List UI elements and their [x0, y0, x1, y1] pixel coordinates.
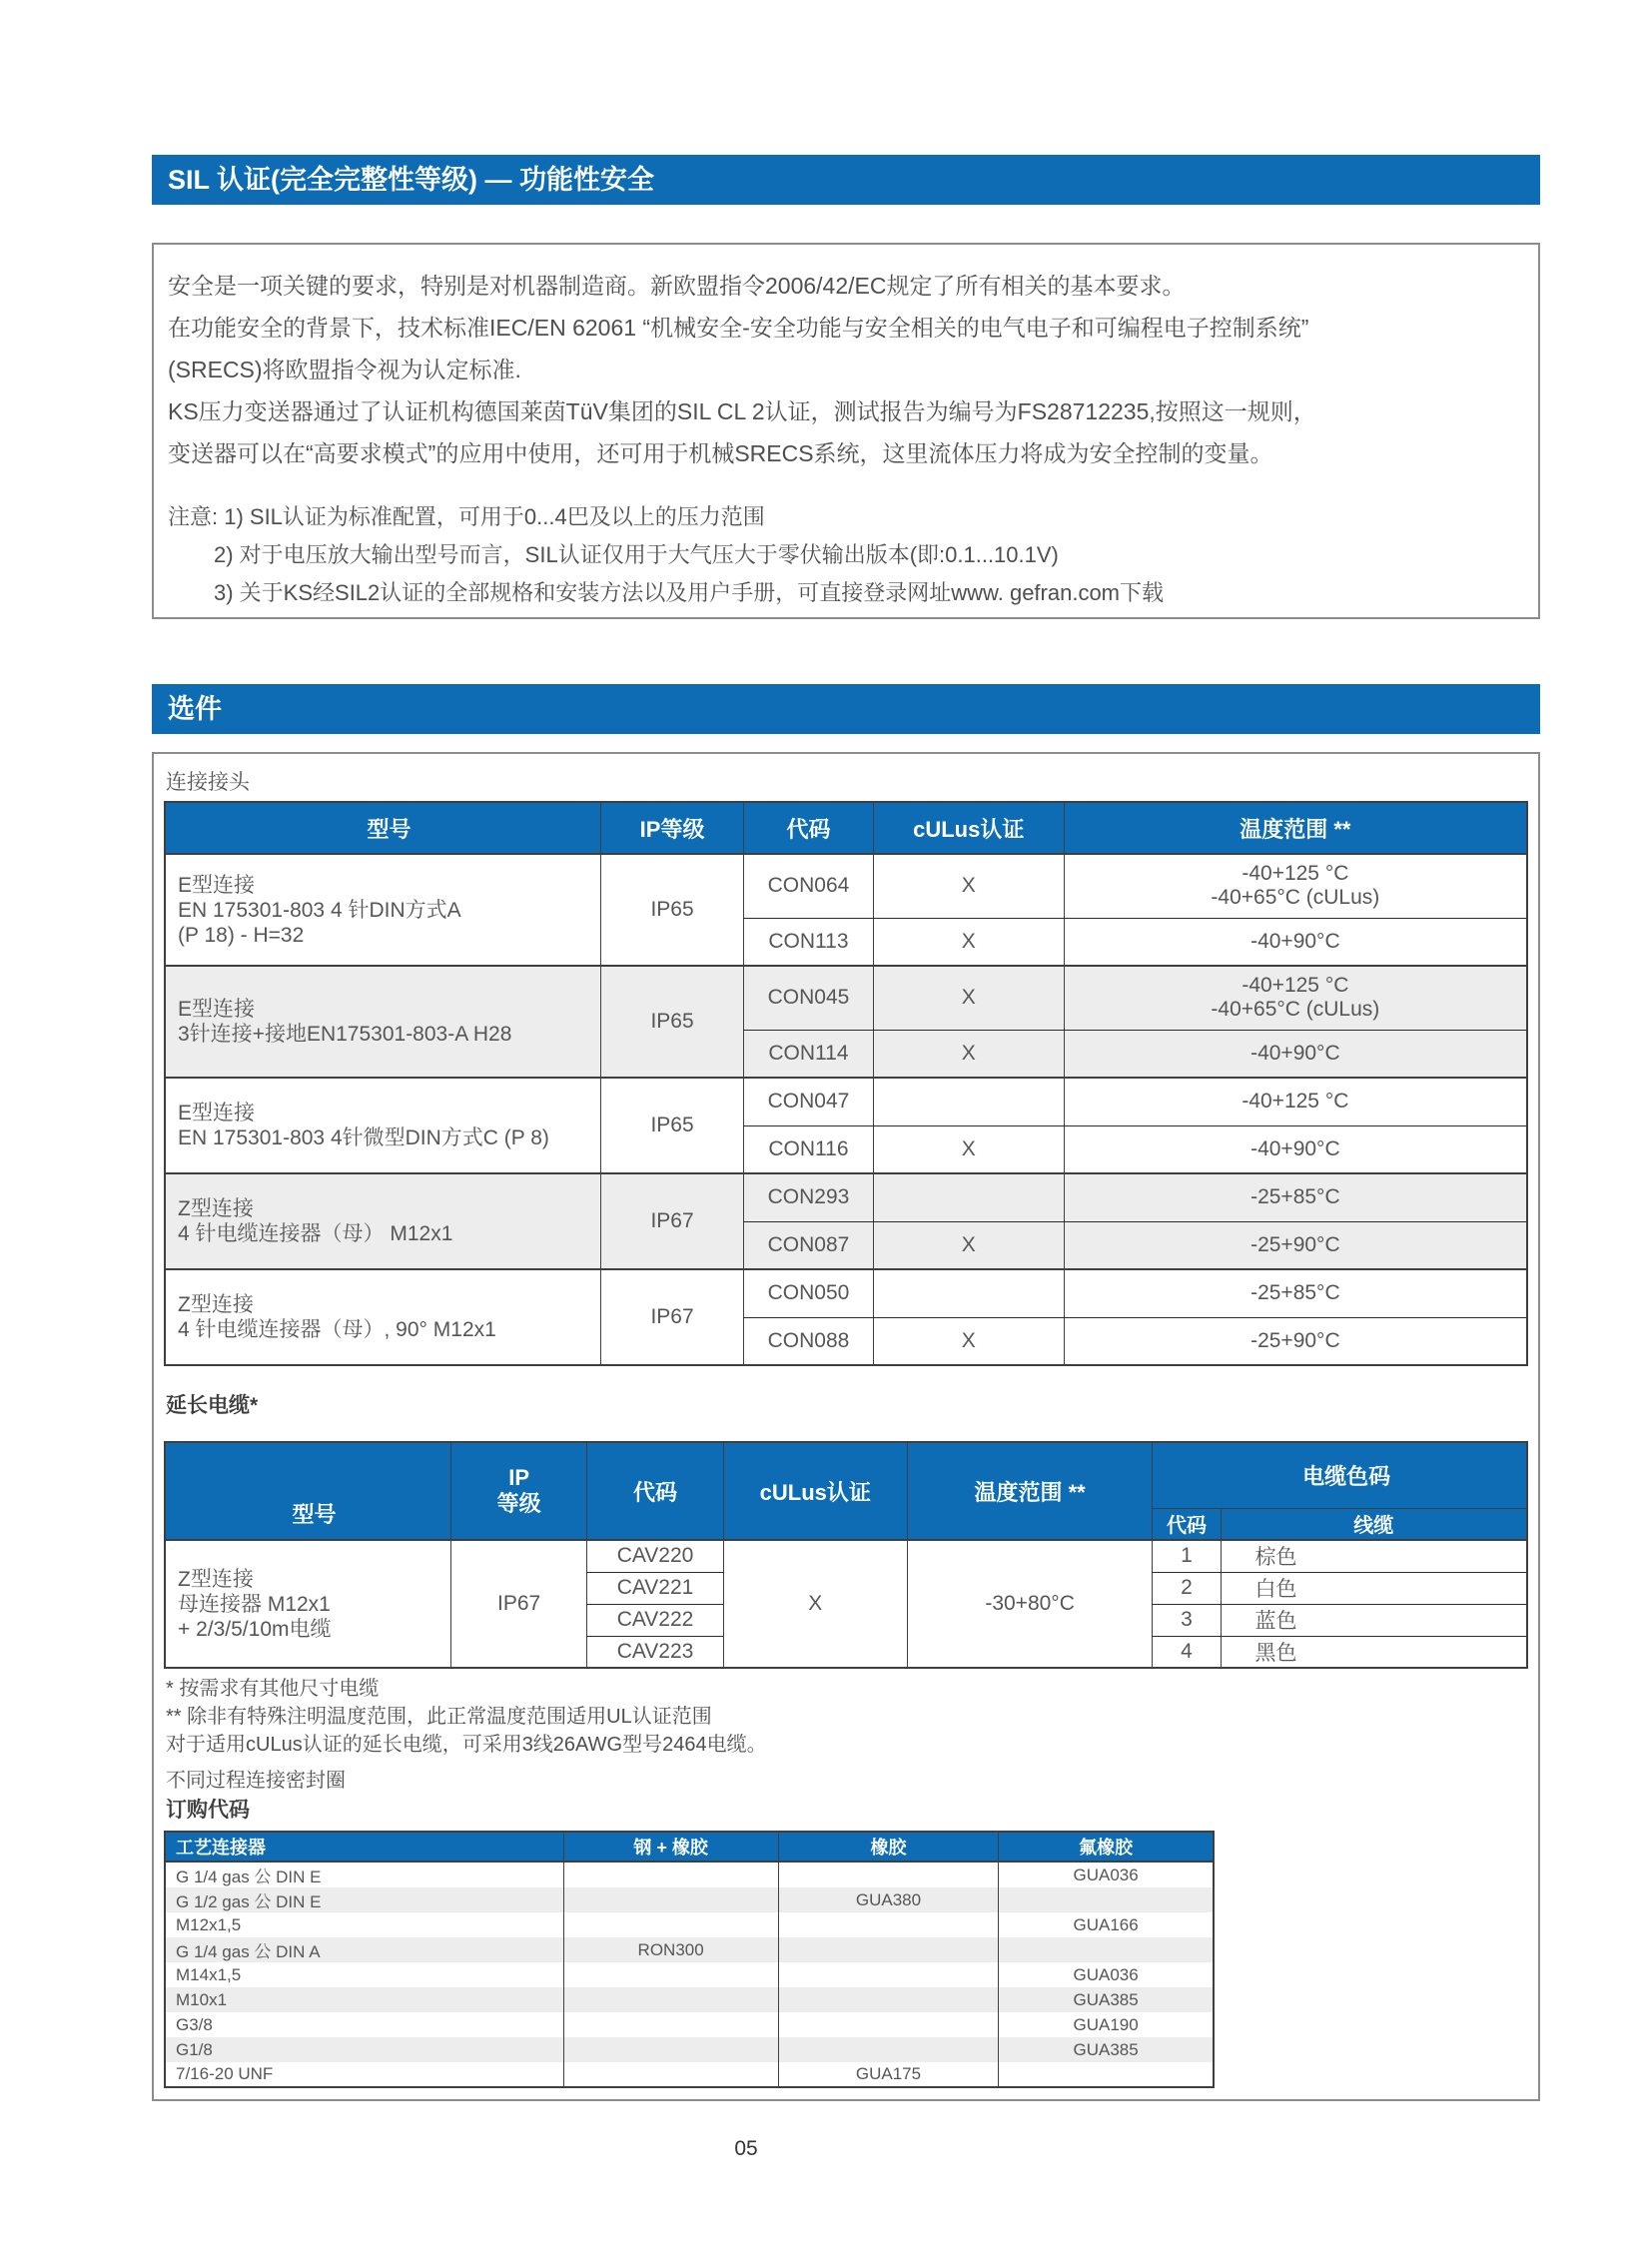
connector-cell: G1/8 — [165, 2037, 563, 2062]
wire-color-cell: 黑色 — [1221, 1636, 1527, 1668]
temp-line: -40+90°C — [1250, 929, 1340, 953]
code-cell — [778, 1987, 999, 2012]
temp-cell — [1064, 1125, 1527, 1173]
col-process-connector: 工艺连接器 — [165, 1832, 563, 1862]
table-row — [165, 1269, 1527, 1317]
col-model: 型号 — [165, 1442, 450, 1540]
code-cell: CON047 — [744, 1078, 874, 1125]
ip-cell: IP67 — [600, 1173, 743, 1269]
temp-line: -40+125 °C — [1241, 1090, 1349, 1114]
code-cell: CON113 — [744, 918, 874, 966]
col-temp: 温度范围 ** — [907, 1442, 1153, 1540]
model-line: Z型连接 — [178, 1293, 254, 1316]
note-line: * 按需求有其他尺寸电缆 — [166, 1678, 380, 1700]
ordering-codes-table — [164, 1831, 1215, 2088]
table-row — [165, 1937, 1214, 1962]
code-cell: GUA036 — [999, 1862, 1214, 1887]
connector-cell: G 1/2 gas 公 DIN E — [165, 1887, 563, 1912]
culus-cell: X — [873, 918, 1064, 966]
table-row — [165, 1078, 1527, 1125]
temp-line: -25+90°C — [1250, 1232, 1340, 1256]
table-row — [165, 1962, 1214, 1987]
code-cell — [563, 1962, 778, 1987]
col-ip-line: IP — [508, 1465, 530, 1490]
connector-cell: 7/16-20 UNF — [165, 2062, 563, 2087]
culus-cell — [873, 1173, 1064, 1221]
connector-cell: G 1/4 gas 公 DIN A — [165, 1937, 563, 1962]
code-cell: GUA036 — [999, 1962, 1214, 1987]
code-cell: GUA380 — [778, 1887, 999, 1912]
connector-cell: G 1/4 gas 公 DIN E — [165, 1862, 563, 1887]
temp-line: -40+65°C (cULus) — [1211, 886, 1380, 910]
header-row — [165, 1832, 1214, 1862]
colorcode-number-cell: 2 — [1153, 1572, 1221, 1604]
ip-cell: IP67 — [600, 1269, 743, 1365]
ip-cell: IP67 — [450, 1540, 586, 1668]
table-row — [165, 1887, 1214, 1912]
code-cell: CAV222 — [587, 1604, 723, 1636]
temp-line: -40+90°C — [1250, 1136, 1340, 1160]
code-cell: GUA190 — [999, 2012, 1214, 2037]
temp-cell — [1064, 1173, 1527, 1221]
code-cell — [563, 1887, 778, 1912]
options-box — [152, 752, 1540, 2101]
code-cell — [563, 2037, 778, 2062]
culus-cell: X — [873, 1030, 1064, 1078]
note-line: 不同过程连接密封圈 — [166, 1770, 346, 1792]
col-steel-rubber: 钢 + 橡胶 — [563, 1832, 778, 1862]
temp-cell — [1064, 1078, 1527, 1125]
code-cell — [778, 1962, 999, 1987]
code-cell: CON116 — [744, 1125, 874, 1173]
col-cc-code: 代码 — [1153, 1508, 1221, 1540]
col-ip-line: 等级 — [496, 1491, 541, 1516]
code-cell — [563, 1912, 778, 1937]
extension-cables-table — [164, 1441, 1528, 1669]
model-line: 3针连接+接地EN175301-803-A H28 — [178, 1023, 512, 1046]
temp-cell — [1064, 966, 1527, 1030]
culus-cell — [873, 1269, 1064, 1317]
temp-cell — [1064, 918, 1527, 966]
temp-line: -25+85°C — [1250, 1185, 1340, 1209]
col-code: 代码 — [744, 802, 874, 854]
model-line: EN 175301-803 4 针DIN方式A — [178, 898, 461, 922]
wire-color-cell: 白色 — [1221, 1572, 1527, 1604]
sil-note: 3) 关于KS经SIL2认证的全部规格和安装方法以及用户手册，可直接登录网址www. gefran.com下载 — [214, 580, 1165, 605]
code-cell — [778, 2012, 999, 2037]
code-cell — [999, 2062, 1214, 2087]
ip-cell: IP65 — [600, 854, 743, 966]
code-cell: GUA385 — [999, 2037, 1214, 2062]
connectors-label: 连接接头 — [166, 771, 250, 794]
temp-cell — [1064, 1221, 1527, 1269]
table-row — [165, 1987, 1214, 2012]
temp-cell — [1064, 854, 1527, 918]
culus-cell: X — [873, 1221, 1064, 1269]
temp-cell: -30+80°C — [907, 1540, 1153, 1668]
table-row — [165, 2062, 1214, 2087]
connector-cell: M10x1 — [165, 1987, 563, 2012]
model-line: E型连接 — [178, 998, 256, 1021]
table-row — [165, 1912, 1214, 1937]
table-row — [165, 2037, 1214, 2062]
culus-cell: X — [723, 1540, 907, 1668]
model-line: (P 18) - H=32 — [178, 923, 305, 947]
culus-cell: X — [873, 1317, 1064, 1365]
col-code: 代码 — [587, 1442, 723, 1540]
page-number: 05 — [734, 2137, 758, 2160]
model-line: 4 针电缆连接器（母）, 90° M12x1 — [178, 1318, 496, 1341]
colorcode-number-cell: 1 — [1153, 1540, 1221, 1572]
code-cell: CON088 — [744, 1317, 874, 1365]
code-cell — [563, 2012, 778, 2037]
col-ip — [450, 1442, 586, 1540]
table-row — [165, 1540, 1527, 1572]
code-cell: GUA166 — [999, 1912, 1214, 1937]
model-line: EN 175301-803 4针微型DIN方式C (P 8) — [178, 1126, 549, 1149]
sil-section-title: SIL 认证(完全完整性等级) — 功能性安全 — [168, 165, 655, 195]
model-line: E型连接 — [178, 873, 256, 897]
ordering-table-header — [165, 1832, 1214, 1862]
col-ip: IP等级 — [600, 802, 743, 854]
temp-cell — [1064, 1030, 1527, 1078]
cables-table-header — [165, 1442, 1527, 1540]
wire-color-cell: 蓝色 — [1221, 1604, 1527, 1636]
culus-cell — [873, 1078, 1064, 1125]
code-cell — [778, 1912, 999, 1937]
wire-color-cell: 棕色 — [1221, 1540, 1527, 1572]
model-cell — [165, 854, 600, 966]
model-line: E型连接 — [178, 1102, 256, 1124]
options-section-title: 选件 — [168, 694, 222, 724]
colorcode-number-cell: 4 — [1153, 1636, 1221, 1668]
model-cell — [165, 1173, 600, 1269]
model-line: Z型连接 — [178, 1567, 254, 1591]
culus-cell: X — [873, 966, 1064, 1030]
header-row — [165, 1442, 1527, 1508]
temp-line: -25+90°C — [1250, 1328, 1340, 1352]
table-row — [165, 1173, 1527, 1221]
code-cell — [999, 1887, 1214, 1912]
col-cable-colorcode: 电缆色码 — [1153, 1442, 1527, 1508]
model-line: 4 针电缆连接器（母） M12x1 — [178, 1222, 453, 1245]
code-cell — [999, 1937, 1214, 1962]
sil-paragraph: 安全是一项关键的要求，特别是对机器制造商。新欧盟指令2006/42/EC规定了所有相关的基本要求。 — [168, 273, 1186, 299]
code-cell — [563, 1987, 778, 2012]
cables-notes — [166, 1675, 767, 1795]
col-fluorocarbon: 氟橡胶 — [999, 1832, 1214, 1862]
table-row — [165, 2012, 1214, 2037]
sil-paragraph: 变送器可以在“高要求模式”的应用中使用，还可用于机械SRECS系统，这里流体压力将成为安全控制的变量。 — [168, 440, 1273, 466]
note-line: 对于适用cULus认证的延长电缆，可采用3线26AWG型号2464电缆。 — [166, 1734, 767, 1756]
col-culus: cULus认证 — [723, 1442, 907, 1540]
table-row — [165, 1862, 1214, 1887]
code-cell: CON050 — [744, 1269, 874, 1317]
ip-cell: IP65 — [600, 1078, 743, 1173]
code-cell — [778, 1937, 999, 1962]
temp-line: -40+125 °C — [1241, 974, 1349, 998]
col-rubber: 橡胶 — [778, 1832, 999, 1862]
code-cell — [778, 1862, 999, 1887]
header-row — [165, 802, 1527, 854]
note-line: ** 除非有特殊注明温度范围，此正常温度范围适用UL认证范围 — [166, 1706, 712, 1728]
connectors-table — [164, 801, 1528, 1366]
code-cell: CON045 — [744, 966, 874, 1030]
model-cell — [165, 966, 600, 1078]
code-cell: RON300 — [563, 1937, 778, 1962]
col-cc-wire: 线缆 — [1221, 1508, 1527, 1540]
sil-paragraph: (SRECS)将欧盟指令视为认定标准. — [168, 357, 521, 382]
sil-paragraph: 在功能安全的背景下，技术标准IEC/EN 62061 “机械安全-安全功能与安全相关的电气电子和可编程电子控制系统” — [168, 315, 1309, 341]
code-cell: CON087 — [744, 1221, 874, 1269]
temp-line: -40+90°C — [1250, 1041, 1340, 1065]
code-cell — [563, 1862, 778, 1887]
col-culus: cULus认证 — [873, 802, 1064, 854]
connector-cell: G3/8 — [165, 2012, 563, 2037]
code-cell: CAV223 — [587, 1636, 723, 1668]
temp-line: -25+85°C — [1250, 1281, 1340, 1305]
temp-cell — [1064, 1269, 1527, 1317]
ordering-label: 订购代码 — [166, 1799, 250, 1822]
code-cell — [778, 2037, 999, 2062]
connector-cell: M14x1,5 — [165, 1962, 563, 1987]
ip-cell: IP65 — [600, 966, 743, 1078]
connector-cell: M12x1,5 — [165, 1912, 563, 1937]
code-cell: CAV221 — [587, 1572, 723, 1604]
code-cell: GUA385 — [999, 1987, 1214, 2012]
code-cell: CAV220 — [587, 1540, 723, 1572]
model-line: 母连接器 M12x1 — [178, 1592, 331, 1616]
model-cell — [165, 1540, 450, 1668]
sil-text-box — [152, 243, 1540, 619]
code-cell: CON064 — [744, 854, 874, 918]
temp-line: -40+125 °C — [1241, 862, 1349, 886]
culus-cell: X — [873, 854, 1064, 918]
sil-note: 注意: 1) SIL认证为标准配置，可用于0...4巴及以上的压力范围 — [168, 504, 765, 529]
code-cell: GUA175 — [778, 2062, 999, 2087]
code-cell: CON114 — [744, 1030, 874, 1078]
model-line: + 2/3/5/10m电缆 — [178, 1617, 332, 1641]
col-model: 型号 — [165, 802, 600, 854]
temp-line: -40+65°C (cULus) — [1211, 998, 1380, 1022]
colorcode-number-cell: 3 — [1153, 1604, 1221, 1636]
code-cell — [563, 2062, 778, 2087]
model-line: Z型连接 — [178, 1197, 254, 1220]
table-row — [165, 854, 1527, 918]
col-temp: 温度范围 ** — [1064, 802, 1527, 854]
temp-cell — [1064, 1317, 1527, 1365]
cables-label: 延长电缆* — [166, 1394, 259, 1417]
sil-section-header — [152, 155, 1540, 205]
sil-note: 2) 对于电压放大输出型号而言，SIL认证仅用于大气压大于零伏输出版本(即:0.1...10.1V) — [214, 542, 1059, 567]
table-row — [165, 966, 1527, 1030]
model-cell — [165, 1078, 600, 1173]
model-cell — [165, 1269, 600, 1365]
sil-paragraph: KS压力变送器通过了认证机构德国莱茵TüV集团的SIL CL 2认证，测试报告为编号为FS28712235,按照这一规则， — [168, 398, 1316, 424]
connectors-table-header — [165, 802, 1527, 854]
code-cell: CON293 — [744, 1173, 874, 1221]
culus-cell: X — [873, 1125, 1064, 1173]
options-section-header — [152, 684, 1540, 734]
